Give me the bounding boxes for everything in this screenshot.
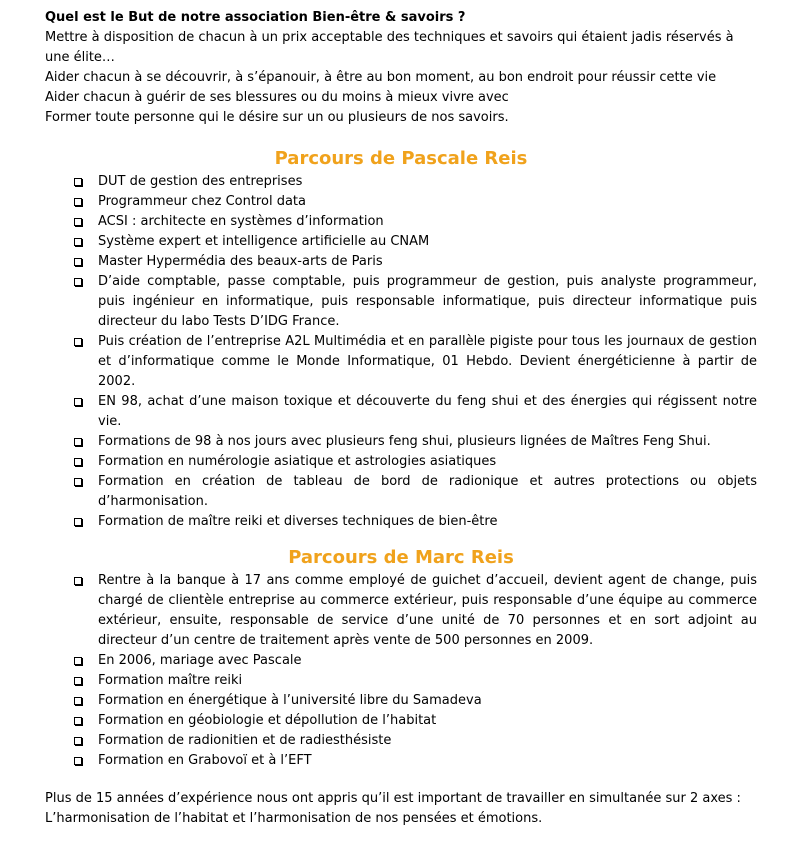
section-title-marc: Parcours de Marc Reis: [288, 547, 514, 568]
checkbox-bullet-icon: [74, 657, 82, 665]
list-item: [45, 432, 757, 452]
list-item-text: Formation en énergétique à l’université libre du Samadeva: [98, 693, 482, 708]
list-item: [45, 172, 757, 192]
checkbox-bullet-icon: [74, 697, 82, 705]
document-page: [45, 8, 757, 829]
list-item-text: Master Hypermédia des beaux-arts de Paris: [98, 254, 383, 269]
list-item: [45, 651, 757, 671]
list-item-text: Formation de maître reiki et diverses techniques de bien-être: [98, 514, 498, 529]
list-item-text: Formation en numérologie asiatique et astrologies asiatiques: [98, 454, 497, 469]
intro-paragraph: Aider chacun à se découvrir, à s’épanouir, à être au bon moment, au bon endroit pour réussir cette vie: [45, 70, 717, 85]
checkbox-bullet-icon: [74, 757, 82, 765]
checkbox-bullet-icon: [74, 198, 82, 206]
closing-section: [45, 789, 757, 829]
checkbox-bullet-icon: [74, 278, 82, 286]
list-item: [45, 671, 757, 691]
list-item-text: EN 98, achat d’une maison toxique et découverte du feng shui et des énergies qui régissent notre vie.: [98, 394, 757, 429]
intro-paragraph: Aider chacun à guérir de ses blessures ou du moins à mieux vivre avec: [45, 90, 509, 105]
list-item: [45, 571, 757, 651]
list-item-text: D’aide comptable, passe comptable, puis programmeur de gestion, puis analyste programmeur, puis ingénieur en informatique, puis responsable informatique, puis directeur informatique puis directeur du labo Tests D’IDG France.: [98, 274, 757, 329]
list-item: [45, 512, 757, 532]
list-item-text: En 2006, mariage avec Pascale: [98, 653, 302, 668]
list-item-text: DUT de gestion des entreprises: [98, 174, 303, 189]
checkbox-bullet-icon: [74, 178, 82, 186]
list-item-text: ACSI : architecte en systèmes d’information: [98, 214, 384, 229]
list-item: [45, 332, 757, 392]
list-item-text: Programmeur chez Control data: [98, 194, 306, 209]
intro-heading: Quel est le But de notre association Bien-être & savoirs ?: [45, 10, 466, 25]
checkbox-bullet-icon: [74, 717, 82, 725]
list-item: [45, 691, 757, 711]
checkbox-bullet-icon: [74, 218, 82, 226]
list-item-text: Formations de 98 à nos jours avec plusieurs feng shui, plusieurs lignées de Maîtres Feng Shui.: [98, 434, 711, 449]
pascale-bullet-list: [45, 172, 757, 532]
list-item-text: Formation en création de tableau de bord de radionique et autres protections ou objets d’harmonisation.: [98, 474, 757, 509]
closing-paragraph: L’harmonisation de l’habitat et l’harmonisation de nos pensées et émotions.: [45, 811, 543, 826]
list-item: [45, 192, 757, 212]
list-item: [45, 272, 757, 332]
checkbox-bullet-icon: [74, 258, 82, 266]
checkbox-bullet-icon: [74, 677, 82, 685]
list-item-text: Rentre à la banque à 17 ans comme employé de guichet d’accueil, devient agent de change, puis chargé de clientèle entreprise au commerce extérieur, puis responsable d’une équipe au commerce extérieur, ensuite, responsable de service d’une unité de 70 personnes et en sort adjoint au directeur d’un centre de traitement après vente de 500 personnes en 2009.: [98, 573, 757, 648]
checkbox-bullet-icon: [74, 518, 82, 526]
list-item: [45, 252, 757, 272]
list-item-text: Formation en géobiologie et dépollution de l’habitat: [98, 713, 437, 728]
list-item-text: Puis création de l’entreprise A2L Multimédia et en parallèle pigiste pour tous les journaux de gestion et d’informatique comme le Monde Informatique, 01 Hebdo. Devient énergéticienne à partir de 2002.: [98, 334, 757, 389]
list-item: [45, 452, 757, 472]
list-item: [45, 751, 757, 771]
list-item-text: Système expert et intelligence artificielle au CNAM: [98, 234, 430, 249]
intro-section: [45, 8, 757, 128]
checkbox-bullet-icon: [74, 438, 82, 446]
checkbox-bullet-icon: [74, 238, 82, 246]
intro-paragraph: Mettre à disposition de chacun à un prix acceptable des techniques et savoirs qui étaient jadis réservés à une élite…: [45, 30, 734, 65]
list-item: [45, 232, 757, 252]
list-item: [45, 392, 757, 432]
list-item-text: Formation maître reiki: [98, 673, 243, 688]
checkbox-bullet-icon: [74, 338, 82, 346]
checkbox-bullet-icon: [74, 398, 82, 406]
section-title-pascale: Parcours de Pascale Reis: [274, 148, 528, 169]
list-item: [45, 731, 757, 751]
checkbox-bullet-icon: [74, 737, 82, 745]
list-item: [45, 212, 757, 232]
checkbox-bullet-icon: [74, 577, 82, 585]
marc-bullet-list: [45, 571, 757, 771]
list-item-text: Formation de radionitien et de radiesthésiste: [98, 733, 392, 748]
list-item: [45, 711, 757, 731]
list-item: [45, 472, 757, 512]
list-item-text: Formation en Grabovoï et à l’EFT: [98, 753, 312, 768]
checkbox-bullet-icon: [74, 478, 82, 486]
checkbox-bullet-icon: [74, 458, 82, 466]
intro-paragraph: Former toute personne qui le désire sur un ou plusieurs de nos savoirs.: [45, 110, 509, 125]
closing-paragraph: Plus de 15 années d’expérience nous ont appris qu’il est important de travailler en simultanée sur 2 axes :: [45, 791, 741, 806]
